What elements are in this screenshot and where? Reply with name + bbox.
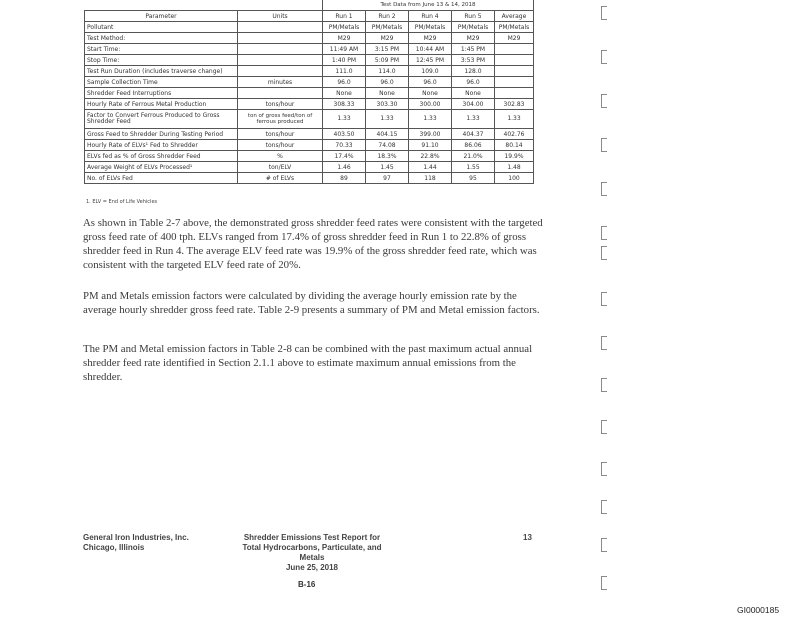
cell-units: tons/hour [238, 99, 323, 110]
cell-units [238, 22, 323, 33]
footer-report-title: Shredder Emissions Test Report for [243, 533, 381, 542]
cell-units: % [238, 151, 323, 162]
cell-parameter: Sample Collection Time [85, 77, 238, 88]
cell-run-value: 1.33 [452, 110, 495, 129]
table-row [85, 66, 534, 77]
cell-run-value: 96.0 [366, 77, 409, 88]
cell-run-value: 114.0 [366, 66, 409, 77]
margin-bracket [601, 226, 607, 240]
cell-run-value: None [366, 88, 409, 99]
cell-units: # of ELVs [238, 173, 323, 184]
cell-run-value: PM/Metals [452, 22, 495, 33]
footer-report-subtitle: Total Hydrocarbons, Particulate, and Metals [242, 543, 382, 562]
cell-run-value: M29 [452, 33, 495, 44]
cell-average: 1.33 [495, 110, 534, 129]
table-row [85, 44, 534, 55]
cell-units [238, 33, 323, 44]
cell-average [495, 66, 534, 77]
table-row [85, 173, 534, 184]
cell-run-value: 18.3% [366, 151, 409, 162]
table-row [85, 151, 534, 162]
cell-run-value: 91.10 [409, 140, 452, 151]
table-row [85, 129, 534, 140]
margin-bracket [601, 94, 607, 108]
bates-number: GI0000185 [737, 605, 780, 615]
cell-units: tons/hour [238, 129, 323, 140]
cell-average: 100 [495, 173, 534, 184]
cell-run-value: 97 [366, 173, 409, 184]
cell-run-value: 5:09 PM [366, 55, 409, 66]
table-row [85, 140, 534, 151]
parameter-column-header: Parameter [85, 11, 238, 22]
cell-run-value: 1.44 [409, 162, 452, 173]
cell-average [495, 55, 534, 66]
cell-run-value: 1:45 PM [452, 44, 495, 55]
cell-run-value: 96.0 [409, 77, 452, 88]
cell-run-value: 21.0% [452, 151, 495, 162]
cell-run-value: 1:40 PM [323, 55, 366, 66]
cell-parameter: No. of ELVs Fed [85, 173, 238, 184]
cell-average [495, 88, 534, 99]
cell-run-value: None [323, 88, 366, 99]
cell-run-value: M29 [323, 33, 366, 44]
table-row [85, 88, 534, 99]
cell-average [495, 77, 534, 88]
cell-run-value: 10:44 AM [409, 44, 452, 55]
cell-parameter: Factor to Convert Ferrous Produced to Gross Shredder Feed [85, 110, 238, 129]
cell-run-value: 1.45 [366, 162, 409, 173]
cell-units [238, 44, 323, 55]
appendix-page-number: B-16 [298, 580, 316, 589]
cell-average: 402.76 [495, 129, 534, 140]
cell-average: M29 [495, 33, 534, 44]
footer-location: Chicago, Illinois [83, 543, 145, 552]
cell-run-value: 128.0 [452, 66, 495, 77]
margin-bracket [601, 6, 607, 20]
margin-bracket [601, 246, 607, 260]
table-row [85, 77, 534, 88]
cell-run-value: 96.0 [452, 77, 495, 88]
cell-average: 19.9% [495, 151, 534, 162]
cell-run-value: 96.0 [323, 77, 366, 88]
table-row [85, 162, 534, 173]
cell-run-value: 89 [323, 173, 366, 184]
cell-run-value: 111.0 [323, 66, 366, 77]
table-row [85, 99, 534, 110]
cell-parameter: Shredder Feed Interruptions [85, 88, 238, 99]
run-2-header: Run 2 [366, 11, 409, 22]
cell-run-value: M29 [409, 33, 452, 44]
run-4-header: Run 4 [409, 11, 452, 22]
margin-bracket [601, 576, 607, 590]
footer-company-block [83, 533, 189, 553]
cell-run-value: PM/Metals [323, 22, 366, 33]
cell-parameter: Hourly Rate of ELVs¹ Fed to Shredder [85, 140, 238, 151]
cell-parameter: Stop Time: [85, 55, 238, 66]
cell-average: 1.48 [495, 162, 534, 173]
margin-bracket [601, 378, 607, 392]
footer-company: General Iron Industries, Inc. [83, 533, 189, 542]
cell-run-value: 404.37 [452, 129, 495, 140]
cell-run-value: 11:49 AM [323, 44, 366, 55]
footer-report-block [232, 533, 392, 573]
units-column-header: Units [238, 11, 323, 22]
cell-average: 302.83 [495, 99, 534, 110]
margin-bracket [601, 336, 607, 350]
cell-units: minutes [238, 77, 323, 88]
cell-parameter: Average Weight of ELVs Processed¹ [85, 162, 238, 173]
margin-bracket [601, 420, 607, 434]
paragraph-emission-factors: PM and Metals emission factors were calculated by dividing the average hourly emission rate by the average hourly shredder gross feed rate. Table 2-9 presents a summary of PM and Metal emission factors. [83, 290, 540, 316]
margin-bracket [601, 292, 607, 306]
margin-bracket [601, 538, 607, 552]
cell-parameter: ELVs fed as % of Gross Shredder Feed [85, 151, 238, 162]
table-body [85, 22, 534, 184]
cell-run-value: 22.8% [409, 151, 452, 162]
cell-run-value: 404.15 [366, 129, 409, 140]
cell-run-value: 399.00 [409, 129, 452, 140]
cell-parameter: Hourly Rate of Ferrous Metal Production [85, 99, 238, 110]
cell-run-value: 300.00 [409, 99, 452, 110]
cell-run-value: 1.33 [366, 110, 409, 129]
cell-parameter: Test Run Duration (includes traverse change) [85, 66, 238, 77]
footer-report-date: June 25, 2018 [285, 563, 339, 572]
cell-run-value: 109.0 [409, 66, 452, 77]
table-footnote: 1. ELV = End of Life Vehicles [86, 199, 158, 205]
cell-run-value: 1.55 [452, 162, 495, 173]
margin-bracket [601, 182, 607, 196]
cell-run-value: 3:15 PM [366, 44, 409, 55]
cell-run-value: 1.33 [323, 110, 366, 129]
margin-bracket [601, 138, 607, 152]
table-row [85, 55, 534, 66]
cell-units: tons/hour [238, 140, 323, 151]
paragraph-feed-rates: As shown in Table 2-7 above, the demonstrated gross shredder feed rates were consistent with the targeted gross feed rate of 400 tph. ELVs ranged from 17.4% of gross shredder feed in Run 1 to 22.8% of gross shredder feed in Run 4. The average ELV feed rate was 19.9% of the gross shredder feed rate, which was consistent with the targeted ELV feed rate of 20%. [83, 217, 543, 271]
run-5-header: Run 5 [452, 11, 495, 22]
cell-units: ton/ELV [238, 162, 323, 173]
table-row [85, 33, 534, 44]
cell-run-value: 70.33 [323, 140, 366, 151]
cell-run-value: 3:53 PM [452, 55, 495, 66]
cell-units: ton of gross feed/ton of ferrous produced [238, 110, 323, 129]
margin-bracket [601, 50, 607, 64]
cell-run-value: 74.08 [366, 140, 409, 151]
cell-run-value: 12:45 PM [409, 55, 452, 66]
cell-parameter: Test Method: [85, 33, 238, 44]
cell-run-value: None [409, 88, 452, 99]
cell-run-value: PM/Metals [409, 22, 452, 33]
cell-run-value: 1.33 [409, 110, 452, 129]
cell-run-value: 303.30 [366, 99, 409, 110]
test-date-header: Test Data from June 13 & 14, 2018 [323, 0, 534, 11]
average-column-header: Average [495, 11, 534, 22]
cell-run-value: 1.46 [323, 162, 366, 173]
cell-run-value: M29 [366, 33, 409, 44]
cell-run-value: 118 [409, 173, 452, 184]
table-row [85, 110, 534, 129]
cell-average: PM/Metals [495, 22, 534, 33]
margin-bracket [601, 462, 607, 476]
cell-average [495, 44, 534, 55]
cell-run-value: 17.4% [323, 151, 366, 162]
margin-bracket [601, 500, 607, 514]
cell-run-value: 403.50 [323, 129, 366, 140]
run-1-header: Run 1 [323, 11, 366, 22]
cell-run-value: 308.33 [323, 99, 366, 110]
cell-run-value: 304.00 [452, 99, 495, 110]
cell-run-value: PM/Metals [366, 22, 409, 33]
cell-units [238, 66, 323, 77]
cell-average: 80.14 [495, 140, 534, 151]
cell-units [238, 55, 323, 66]
cell-parameter: Gross Feed to Shredder During Testing Period [85, 129, 238, 140]
cell-parameter: Start Time: [85, 44, 238, 55]
cell-run-value: 95 [452, 173, 495, 184]
cell-run-value: 86.06 [452, 140, 495, 151]
emissions-test-data-table [84, 0, 534, 184]
page-number: 13 [523, 533, 532, 542]
cell-units [238, 88, 323, 99]
cell-run-value: None [452, 88, 495, 99]
paragraph-annual-emissions: The PM and Metal emission factors in Table 2-8 can be combined with the past maximum actual annual shredder feed rate identified in Section 2.1.1 above to estimate maximum annual emissions from the shredder. [83, 343, 533, 383]
table-row [85, 22, 534, 33]
cell-parameter: Pollutant [85, 22, 238, 33]
